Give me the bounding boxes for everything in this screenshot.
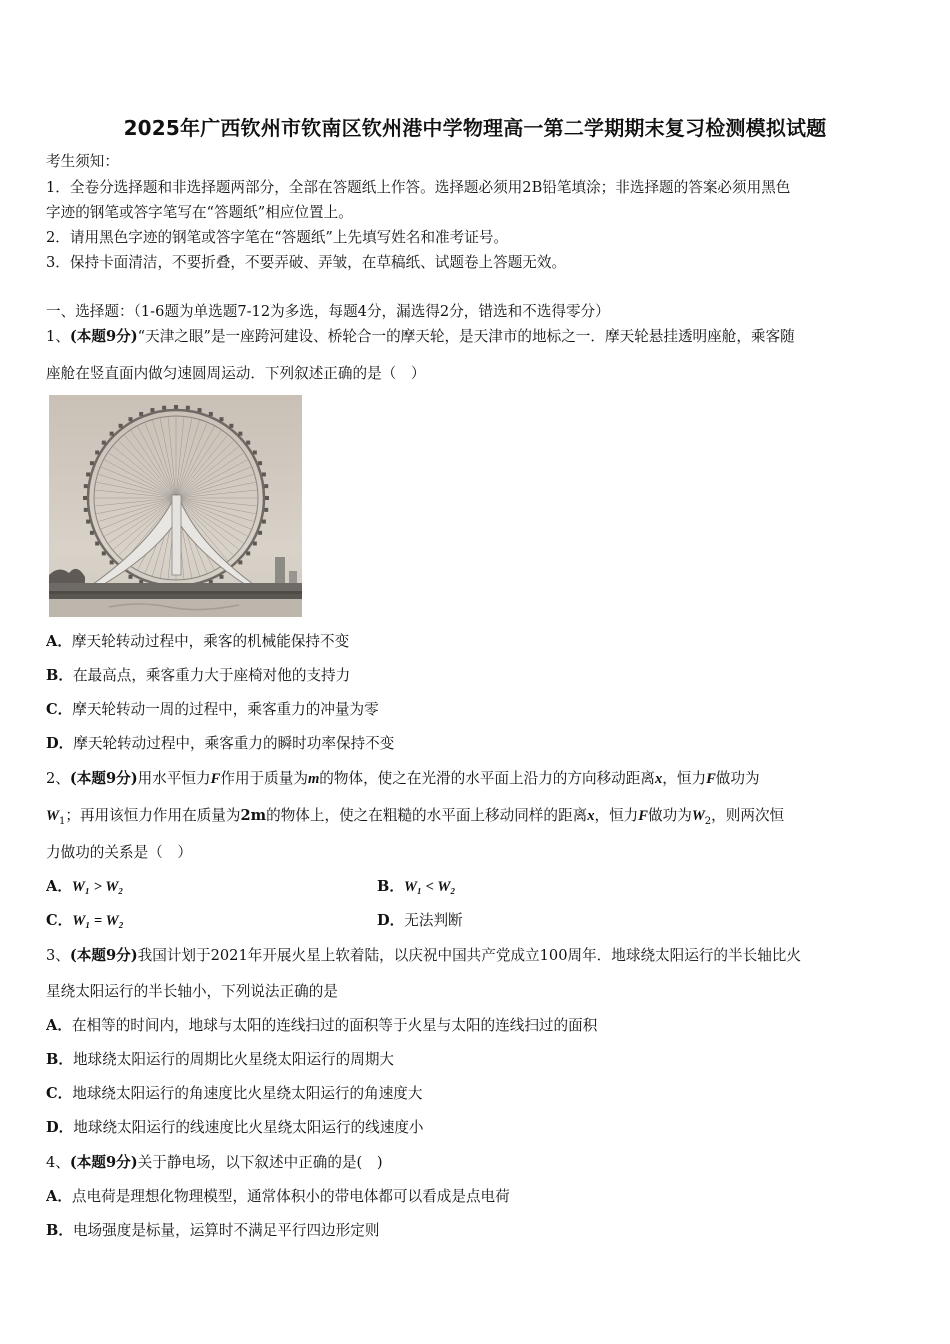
q1-line-1 xyxy=(46,327,912,347)
wheel-cabin xyxy=(102,551,106,555)
wheel-cabin xyxy=(258,531,262,535)
wheel-cabin xyxy=(162,406,166,410)
wheel-cabin xyxy=(110,432,114,436)
wheel-cabin xyxy=(262,472,266,476)
wheel-cabin xyxy=(150,408,154,412)
q1-line-2: 座舱在竖直面内做匀速圆周运动．下列叙述正确的是（ ） xyxy=(46,365,426,382)
section-heading: 一、选择题：（1-6题为单选题7-12为多选，每题4分，漏选得2分，错选和不选得零分） xyxy=(46,303,610,320)
wheel-cabin xyxy=(129,417,133,421)
wheel-cabin xyxy=(220,417,224,421)
wheel-cabin xyxy=(246,551,250,555)
q3-option-d: D．地球绕太阳运行的线速度比火星绕太阳运行的线速度小 xyxy=(46,1119,424,1136)
q3-option-c: C．地球绕太阳运行的角速度比火星绕太阳运行的角速度大 xyxy=(46,1085,423,1102)
q2-options-row-1 xyxy=(46,877,912,897)
q2-option-a: A．W₁ > W₂ xyxy=(46,878,124,895)
notice-heading: 考生须知： xyxy=(46,153,119,170)
q1-option-b: B．在最高点，乘客重力大于座椅对他的支持力 xyxy=(46,667,351,684)
wheel-cabin xyxy=(110,560,114,564)
q3-option-b: B．地球绕太阳运行的周期比火星绕太阳运行的周期大 xyxy=(46,1051,395,1068)
wheel-cabin xyxy=(262,520,266,524)
q1-number: 1、 xyxy=(46,328,70,345)
q3-line-1: 3、(本题9分)我国计划于2021年开展火星上软着陆，以庆祝中国共产党成立100周年．地球绕太阳运行的半长轴比火 xyxy=(46,947,801,964)
wheel-cabin xyxy=(238,560,242,564)
wheel-cabin xyxy=(102,441,106,445)
wheel-cabin xyxy=(90,461,94,465)
notice-item-1-cont: 字迹的钢笔或答字笔写在“答题纸”相应位置上。 xyxy=(46,204,353,221)
wheel-cabin xyxy=(220,575,224,579)
wheel-cabin xyxy=(174,405,178,409)
notice-item-1: 1．全卷分选择题和非选择题两部分，全部在答题纸上作答。选择题必须用2B铅笔填涂；非选择题的答案必须用黑色 xyxy=(46,179,791,196)
wheel-cabin xyxy=(95,542,99,546)
wheel-cabin xyxy=(253,542,257,546)
wheel-cabin xyxy=(198,408,202,412)
wheel-cabin xyxy=(139,412,143,416)
ferris-wheel-photo xyxy=(49,395,302,617)
q2-option-d: D．无法判断 xyxy=(377,912,463,929)
notice-item-3: 3．保持卡面清洁，不要折叠，不要弄破、弄皱，在草稿纸、试题卷上答题无效。 xyxy=(46,254,567,271)
q1-option-a: A．摩天轮转动过程中，乘客的机械能保持不变 xyxy=(46,633,350,650)
q1-option-d: D．摩天轮转动过程中，乘客重力的瞬时功率保持不变 xyxy=(46,735,395,752)
wheel-cabin xyxy=(129,575,133,579)
q4-option-b: B．电场强度是标量，运算时不满足平行四边形定则 xyxy=(46,1222,380,1239)
wheel-cabin xyxy=(86,520,90,524)
exam-title: 2025年广西钦州市钦南区钦州港中学物理高一第二学期期末复习检测模拟试题 xyxy=(123,116,827,140)
q1-option-c: C．摩天轮转动一周的过程中，乘客重力的冲量为零 xyxy=(46,701,379,718)
q1-score: (本题9分) xyxy=(69,328,138,345)
wheel-cabin xyxy=(84,508,88,512)
wheel-cabin xyxy=(186,406,190,410)
q4-line-1: 4、(本题9分)关于静电场，以下叙述中正确的是( ) xyxy=(46,1154,383,1171)
q2-option-c: C．W₁ = W₂ xyxy=(46,912,124,929)
wheel-cabin xyxy=(119,424,123,428)
wheel-cabin xyxy=(264,508,268,512)
q4-option-a: A．点电荷是理想化物理模型，通常体积小的带电体都可以看成是点电荷 xyxy=(46,1188,510,1205)
wheel-cabin xyxy=(246,441,250,445)
wheel-cabin xyxy=(265,496,269,500)
q3-option-a: A．在相等的时间内，地球与太阳的连线扫过的面积等于火星与太阳的连线扫过的面积 xyxy=(46,1017,598,1034)
wheel-cabin xyxy=(84,484,88,488)
wheel-cabin xyxy=(258,461,262,465)
q1-text-1: “天津之眼”是一座跨河建设、桥轮合一的摩天轮，是天津市的地标之一．摩天轮悬挂透明座舱，乘客随 xyxy=(137,328,795,345)
wheel-cabin xyxy=(86,472,90,476)
notice-item-2: 2．请用黑色字迹的钢笔或答字笔在“答题纸”上先填写姓名和准考证号。 xyxy=(46,229,509,246)
wheel-cabin xyxy=(229,424,233,428)
wheel-cabin xyxy=(95,451,99,455)
wheel-cabin xyxy=(238,432,242,436)
q2-line-1: 2、(本题9分)用水平恒力F作用于质量为m的物体，使之在光滑的水平面上沿力的方向移动距离x，恒力F做功为 xyxy=(46,770,760,787)
wheel-cabin xyxy=(90,531,94,535)
q2-option-b: B．W₁ < W₂ xyxy=(377,878,456,895)
q2-line-2: $W_1$；再用该恒力作用在质量为2m的物体上，使之在粗糙的水平面上移动同样的距离x，恒力F做功为$W_2$，则两次恒 xyxy=(46,807,785,827)
q2-options-row-2 xyxy=(46,911,912,931)
wheel-cabin xyxy=(83,496,87,500)
wheel-cabin xyxy=(209,412,213,416)
wheel-cabin xyxy=(253,451,257,455)
q2-line-3: 力做功的关系是（ ） xyxy=(46,844,192,861)
q3-line-2: 星绕太阳运行的半长轴小，下列说法正确的是 xyxy=(46,983,338,1000)
wheel-cabin xyxy=(264,484,268,488)
